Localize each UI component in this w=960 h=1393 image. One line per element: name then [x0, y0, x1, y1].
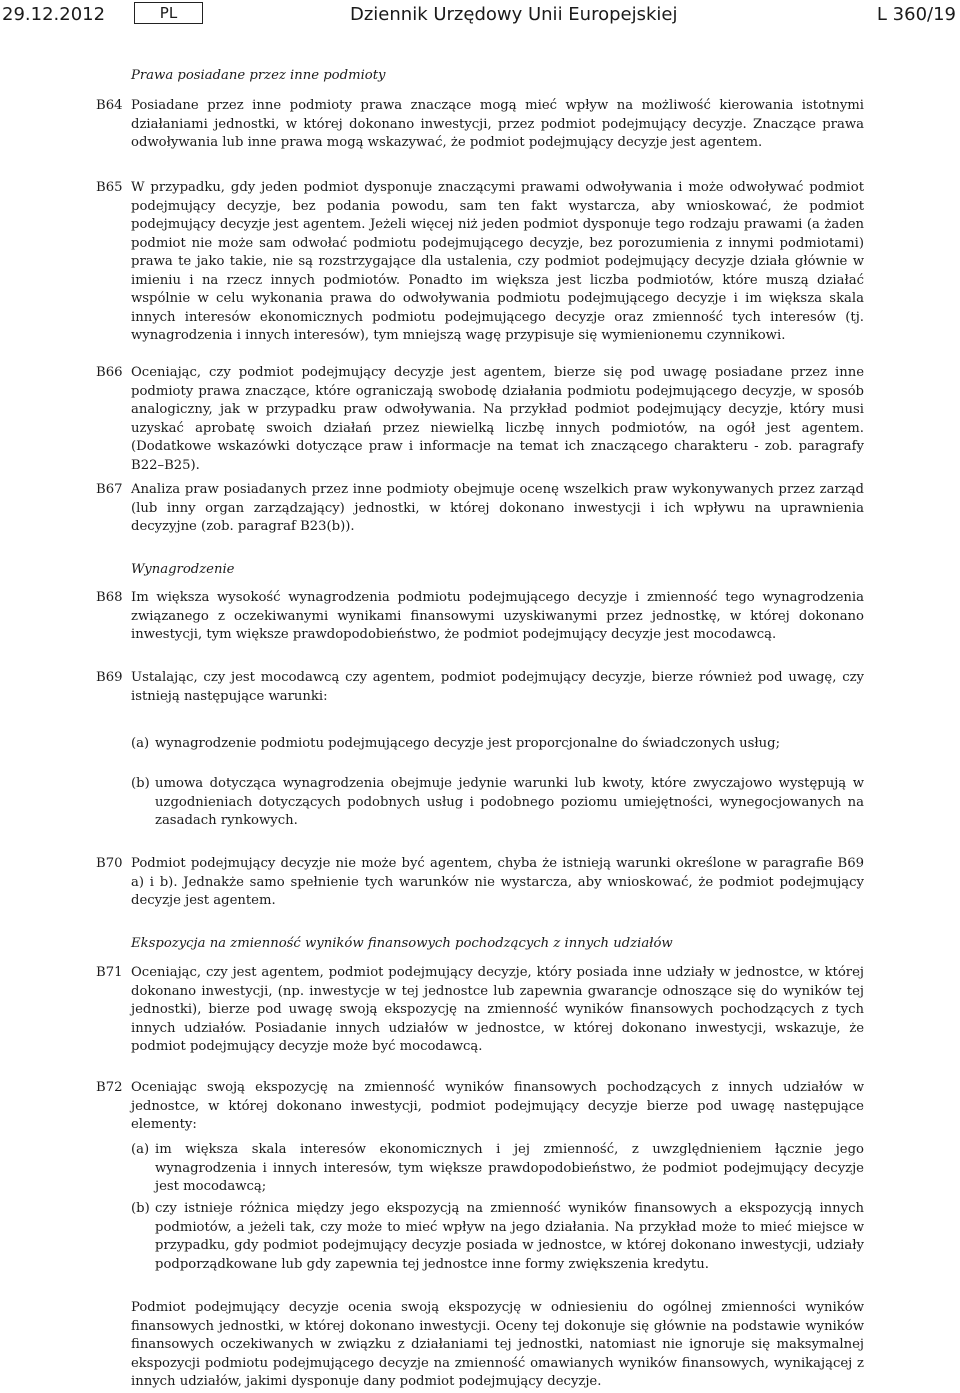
- paragraph-text: Oceniając, czy podmiot podejmujący decyzje jest agentem, bierze się pod uwagę posiadane przez inne podmioty prawa znaczące, które ograniczają swobodę działania podmiotu podejmującego decyzje, w sposób analogiczny, jak w przypadku praw odwoływania. Na przykład podmiot podejmujący decyzje, który musi uzyskać aprobatę swoich działań przez niewielką liczbę innych podmiotów, na ogół jest agentem. (Dodatkowe wskazówki dotyczące praw i informacje na temat ich znaczącego charakteru - zob. paragrafy B22–B25).: [131, 365, 864, 473]
- paragraph-text: W przypadku, gdy jeden podmiot dysponuje znaczącymi prawami odwoływania i może odwoływać podmiot podejmujący decyzje, bez podania powodu, sam ten fakt wystarcza, aby wnioskować, że podmiot podejmujący decyzje jest agentem. Jeżeli więcej niż jeden podmiot dysponuje tego rodzaju prawami (a żaden podmiot nie może sam odwołać podmiotu podejmującego decyzje, bez porozumienia z innymi podmiotami) prawa te jako takie, nie są rozstrzygające dla ustalenia, czy podmiot podejmujący decyzje działa głównie w imieniu i na rzecz innych podmiotów. Ponadto im większa jest liczba podmiotów, które muszą działać wspólnie w celu wykonania prawa do odwoływania podmiotu podejmującego decyzje i im większa skala innych interesów ekonomicznych podmiotu podejmującego decyzje oraz zmienność tych interesów (tj. wynagrodzenia i innych interesów), tym mniejszą wagę przypisuje się wymienionemu czynnikowi.: [131, 180, 864, 343]
- list-item-label: (a): [131, 1142, 150, 1157]
- page-number: L 360/19: [876, 4, 956, 25]
- section-heading-rights: Prawa posiadane przez inne podmioty: [131, 68, 386, 83]
- closing-paragraph: Podmiot podejmujący decyzje ocenia swoją ekspozycję w odniesieniu do ogólnej zmienności wyników finansowych jednostki, w której dokonano inwestycji. Oceny tej dokonuje się głównie na podstawie wyników finansowych oczekiwanych w związku z działaniami tej jednostki, natomiast nie ignoruje się maksymalnej ekspozycji podmiotu podejmującego decyzje na zmienność omawianych wyników finansowych, wynikającej z innych udziałów, jakimi dysponuje dany podmiot podejmujący decyzje.: [131, 1300, 864, 1389]
- section-heading-remuneration: Wynagrodzenie: [131, 562, 235, 577]
- paragraph-b69: [96, 669, 864, 706]
- paragraph-b67: [96, 481, 864, 537]
- language-code-box: PL: [134, 2, 203, 24]
- paragraph-text: Im większa wysokość wynagrodzenia podmiotu podejmującego decyzje i zmienność tego wynagrodzenia związanego z oczekiwanymi wynikami finansowymi uzyskiwanymi przez jednostkę, w której dokonano inwestycji, tym większe prawdopodobieństwo, że podmiot podejmujący decyzje jest mocodawcą.: [131, 590, 864, 642]
- list-item-b72-b: [131, 1200, 864, 1274]
- paragraph-number: B70: [96, 856, 123, 871]
- paragraph-number: B65: [96, 180, 123, 195]
- paragraph-b71: [96, 964, 864, 1057]
- paragraph-text: Posiadane przez inne podmioty prawa znaczące mogą mieć wpływ na możliwość kierowania istotnymi działaniami jednostki, w której dokonano inwestycji, przez podmiot podejmujący decyzje. Znaczące prawa odwoływania lub inne prawa mogą wskazywać, że podmiot podejmujący decyzje jest agentem.: [131, 98, 864, 150]
- paragraph-text: Analiza praw posiadanych przez inne podmioty obejmuje ocenę wszelkich praw wykonywanych przez zarząd (lub inny organ zarządzający) jednostki, w której dokonano inwestycji i ich wpływu na uprawnienia decyzyjne (zob. paragraf B23(b)).: [131, 482, 864, 534]
- paragraph-number: B64: [96, 98, 123, 113]
- list-item-label: (a): [131, 736, 150, 751]
- paragraph-text: Oceniając swoją ekspozycję na zmienność wyników finansowych pochodzących z innych udziałów w jednostce, w której dokonano inwestycji, podmiot podejmujący decyzje bierze pod uwagę następujące elementy:: [131, 1080, 864, 1132]
- paragraph-b65: [96, 179, 864, 346]
- paragraph-number: B66: [96, 365, 123, 380]
- paragraph-text: Podmiot podejmujący decyzje nie może być agentem, chyba że istnieją warunki określone w paragrafie B69 a) i b). Jednakże samo spełnienie tych warunków nie wystarcza, aby wnioskować, że podmiot podejmujący decyzje jest agentem.: [131, 856, 864, 908]
- list-item-label: (b): [131, 1201, 150, 1216]
- list-item-b72-a: [131, 1141, 864, 1197]
- paragraph-b68: [96, 589, 864, 645]
- list-item-label: (b): [131, 776, 150, 791]
- publication-date: 29.12.2012: [2, 4, 106, 25]
- list-item-text: czy istnieje różnica między jego ekspozycją na zmienność wyników finansowych a ekspozycją innych podmiotów, a jeżeli tak, czy może to mieć wpływ na jego działania. Na przykład może to mieć miejsce w przypadku, gdy podmiot podejmujący decyzje posiada w jednostce, w której dokonano inwestycji, udziały podporządkowane lub gdy zapewnia tej jednostce inne formy zwiększenia kredytu.: [155, 1201, 864, 1272]
- list-item-text: im większa skala interesów ekonomicznych i jej zmienność, z uwzględnieniem łącznie jego wynagrodzenia i innych interesów, tym większe prawdopodobieństwo, że podmiot podejmujący decyzje jest mocodawcą;: [155, 1142, 864, 1194]
- paragraph-number: B68: [96, 590, 123, 605]
- paragraph-b64: [96, 97, 864, 153]
- paragraph-b72: [96, 1079, 864, 1135]
- list-item-text: umowa dotycząca wynagrodzenia obejmuje jedynie warunki lub kwoty, które zwyczajowo występują w uzgodnieniach dotyczących podobnych usług i podobnego poziomu umiejętności, wynegocjowanych na zasadach rynkowych.: [155, 776, 864, 828]
- paragraph-number: B72: [96, 1080, 123, 1095]
- list-item-b69-a: [131, 735, 864, 754]
- page-header: [0, 0, 960, 40]
- list-item-b69-b: [131, 775, 864, 831]
- journal-title: Dziennik Urzędowy Unii Europejskiej: [350, 4, 678, 25]
- list-item-text: wynagrodzenie podmiotu podejmującego decyzje jest proporcjonalne do świadczonych usług;: [155, 736, 781, 751]
- paragraph-number: B71: [96, 965, 123, 980]
- paragraph-text: Oceniając, czy jest agentem, podmiot podejmujący decyzje, który posiada inne udziały w jednostce, w której dokonano inwestycji, (np. inwestycje w tej jednostce lub zapewnia gwarancje odnoszące się do wyników tej jednostki), bierze pod uwagę swoją ekspozycję na zmienność wyników finansowych pochodzących z tych innych udziałów. Posiadanie innych udziałów w jednostce, w której dokonano inwestycji, wskazuje, że podmiot podejmujący decyzje może być mocodawcą.: [131, 965, 864, 1054]
- paragraph-number: B67: [96, 482, 123, 497]
- paragraph-number: B69: [96, 670, 123, 685]
- paragraph-b66: [96, 364, 864, 475]
- paragraph-text: Ustalając, czy jest mocodawcą czy agentem, podmiot podejmujący decyzje, bierze również pod uwagę, czy istnieją następujące warunki:: [131, 670, 864, 704]
- paragraph-b70: [96, 855, 864, 911]
- section-heading-exposure: Ekspozycja na zmienność wyników finansowych pochodzących z innych udziałów: [131, 936, 673, 951]
